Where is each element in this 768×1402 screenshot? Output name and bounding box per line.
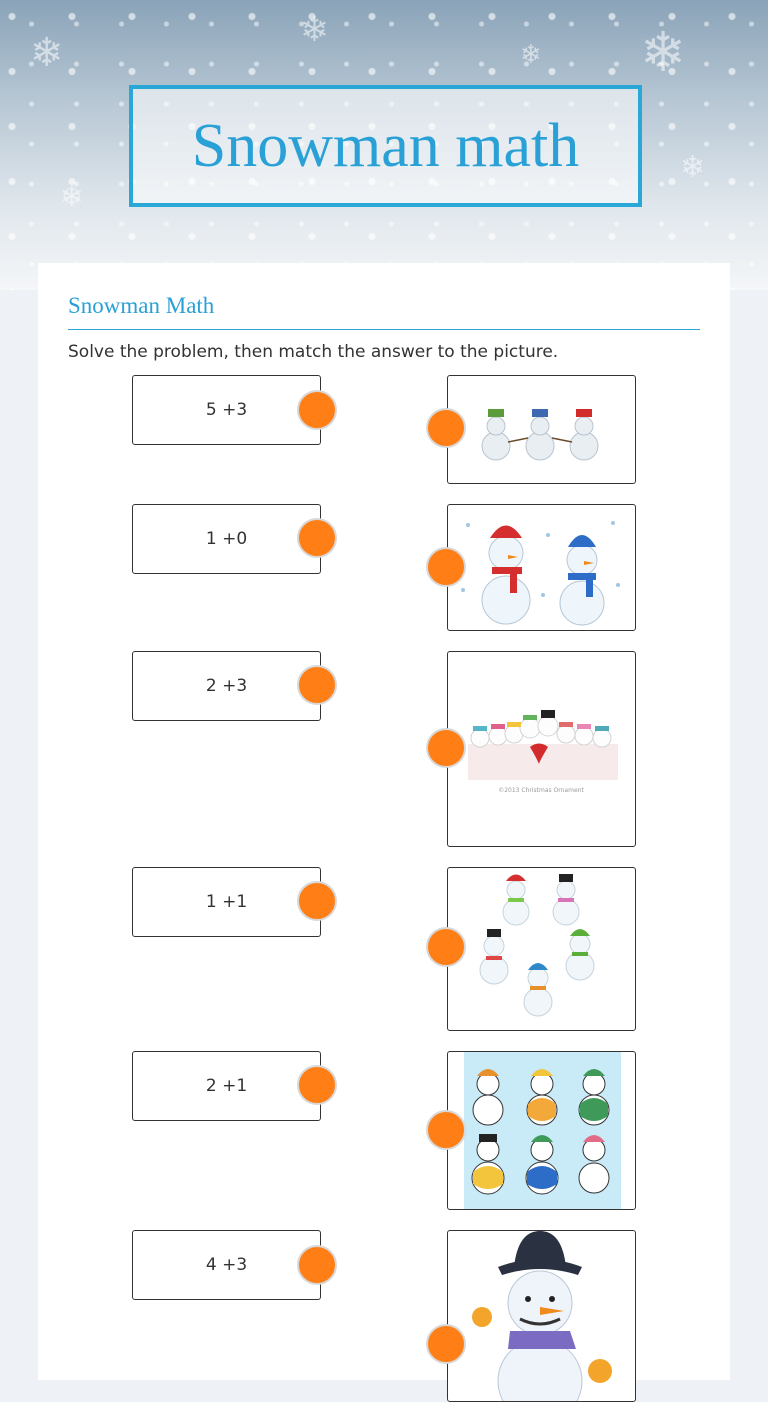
problem-text: 1 +1 — [205, 892, 248, 912]
problem-box — [132, 651, 321, 721]
worksheet-title: Snowman Math — [68, 293, 215, 318]
snowflake-icon: ❄ — [60, 180, 84, 213]
match-dot-problem-4[interactable] — [297, 881, 337, 921]
single-snowman-hat-picture — [447, 1230, 636, 1402]
snowflake-icon: ❄ — [300, 10, 329, 50]
match-dot-picture-5[interactable] — [426, 1110, 466, 1150]
match-dot-picture-4[interactable] — [426, 927, 466, 967]
snowman-image — [448, 868, 635, 1030]
snowman-image — [448, 505, 635, 630]
problem-text: 1 +0 — [205, 529, 248, 549]
match-dot-problem-1[interactable] — [297, 390, 337, 430]
instructions-text: Solve the problem, then match the answer to the picture. — [68, 342, 559, 362]
problem-text: 2 +3 — [205, 676, 248, 696]
six-snowmen-cartoon-picture — [447, 1051, 636, 1210]
snowflake-icon: ❄ — [520, 40, 542, 70]
problem-text: 2 +1 — [205, 1076, 248, 1096]
snowflake-icon: ❄ — [680, 150, 706, 185]
match-dot-picture-1[interactable] — [426, 408, 466, 448]
problem-box — [132, 1051, 321, 1121]
title-frame — [129, 85, 642, 207]
worksheet-card — [38, 263, 730, 1380]
match-dot-picture-3[interactable] — [426, 728, 466, 768]
match-dot-problem-5[interactable] — [297, 1065, 337, 1105]
snowman-family-row-picture — [447, 651, 636, 847]
problem-text: 4 +3 — [205, 1255, 248, 1275]
match-dot-problem-3[interactable] — [297, 665, 337, 705]
problem-box — [132, 1230, 321, 1300]
match-dot-problem-2[interactable] — [297, 518, 337, 558]
five-snowmen-picture — [447, 867, 636, 1031]
snowman-image — [448, 1231, 635, 1401]
snowman-image — [448, 1052, 635, 1209]
problem-box — [132, 504, 321, 574]
problem-box — [132, 867, 321, 937]
picture-caption: ©2013 Christmas Ornament — [498, 787, 584, 794]
three-snowmen-hats-picture — [447, 375, 636, 484]
two-snowmen-scarves-picture — [447, 504, 636, 631]
match-dot-problem-6[interactable] — [297, 1245, 337, 1285]
problem-box — [132, 375, 321, 445]
match-dot-picture-6[interactable] — [426, 1324, 466, 1364]
title-divider — [68, 329, 700, 330]
header-banner — [0, 0, 768, 290]
snowflake-icon: ❄ — [640, 20, 687, 84]
snowman-image — [448, 652, 635, 846]
match-dot-picture-2[interactable] — [426, 547, 466, 587]
snowflake-icon: ❄ — [30, 30, 64, 76]
snowman-image — [448, 376, 635, 483]
page-title: Snowman math — [191, 111, 580, 180]
problem-text: 5 +3 — [205, 400, 248, 420]
